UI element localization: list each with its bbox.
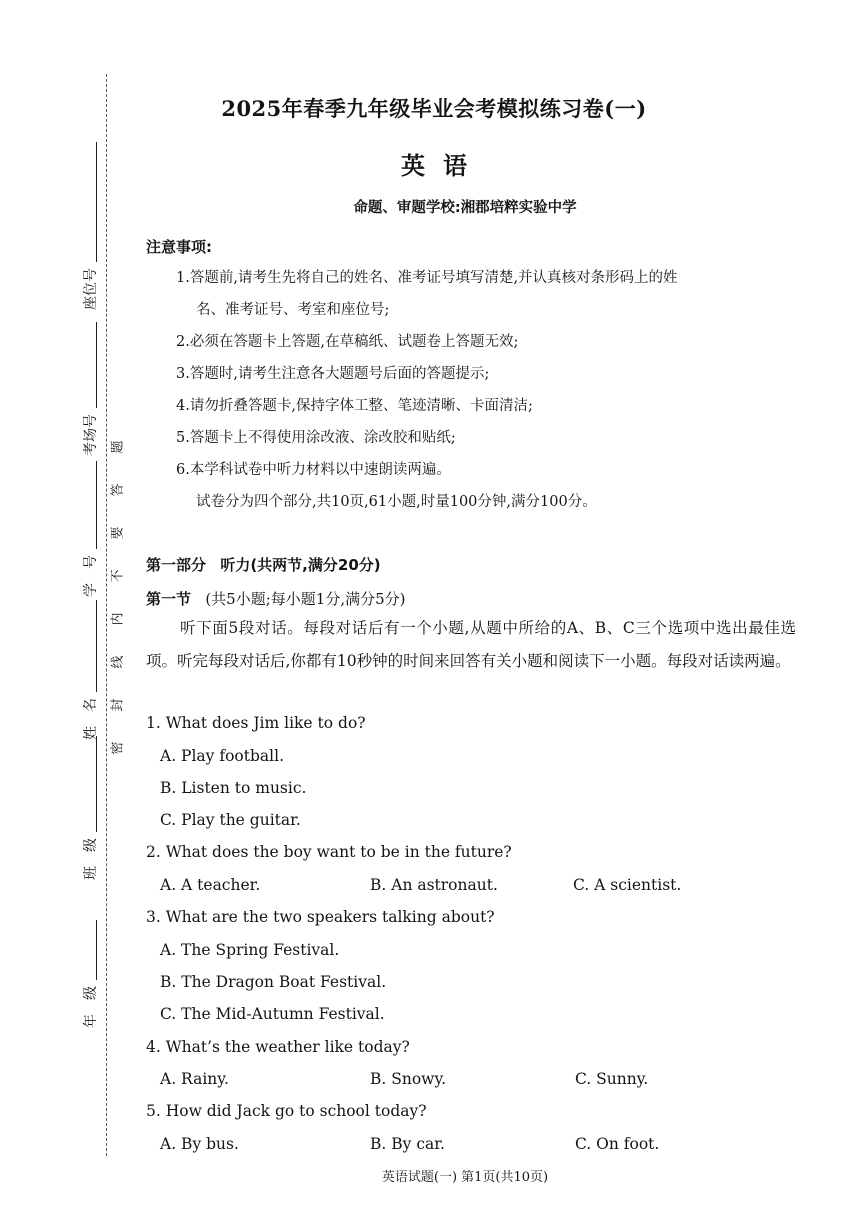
seat-number-label: 座位号 bbox=[83, 268, 99, 310]
answer-option[interactable]: B. Snowy. bbox=[370, 1070, 447, 1088]
answer-option[interactable]: B. The Dragon Boat Festival. bbox=[160, 973, 387, 991]
school-line: 命题、审题学校:湘郡培粹实验中学 bbox=[353, 200, 577, 216]
answer-option[interactable]: A. The Spring Festival. bbox=[160, 941, 340, 959]
cut-line-char: 要 bbox=[110, 526, 126, 540]
cut-line-char: 线 bbox=[110, 655, 126, 669]
answer-option[interactable]: A. Play football. bbox=[160, 747, 284, 765]
student-id-label: 学 号 bbox=[83, 555, 99, 597]
answer-option[interactable]: C. Sunny. bbox=[575, 1070, 649, 1088]
answer-option[interactable]: C. The Mid-Autumn Festival. bbox=[160, 1005, 385, 1023]
grade-field[interactable] bbox=[80, 920, 100, 1028]
name-label: 姓 名 bbox=[83, 698, 99, 740]
part-title: 听力(共两节,满分20分) bbox=[220, 556, 381, 574]
student-id-field[interactable] bbox=[80, 461, 100, 597]
answer-option[interactable]: C. Play the guitar. bbox=[160, 811, 301, 829]
answer-option[interactable]: A. Rainy. bbox=[160, 1070, 229, 1088]
notes-heading: 注意事项: bbox=[146, 238, 212, 256]
name-blank[interactable] bbox=[84, 600, 97, 692]
note-item: 1.答题前,请考生先将自己的姓名、准考证号填写清楚,并认真核对条形码上的姓 bbox=[176, 270, 678, 286]
exam-room-blank[interactable] bbox=[84, 322, 97, 408]
cut-line-char: 密 bbox=[110, 741, 126, 755]
answer-option[interactable]: B. An astronaut. bbox=[370, 876, 498, 894]
note-item: 3.答题时,请考生注意各大题题号后面的答题提示; bbox=[176, 366, 490, 382]
section-heading bbox=[146, 588, 406, 609]
exam-room-label: 考场号 bbox=[83, 414, 99, 456]
section-title: (共5小题;每小题1分,满分5分) bbox=[205, 590, 406, 608]
class-blank[interactable] bbox=[84, 736, 97, 832]
answer-option[interactable]: B. Listen to music. bbox=[160, 779, 307, 797]
name-field[interactable] bbox=[80, 600, 100, 740]
notes-summary: 试卷分为四个部分,共10页,61小题,时量100分钟,满分100分。 bbox=[196, 494, 597, 510]
note-item: 5.答题卡上不得使用涂改液、涂改胶和贴纸; bbox=[176, 430, 456, 446]
class-label: 班 级 bbox=[83, 838, 99, 880]
grade-blank[interactable] bbox=[84, 920, 97, 980]
cut-line-char: 题 bbox=[110, 440, 126, 454]
cut-line-char: 答 bbox=[110, 483, 126, 497]
answer-option[interactable]: C. A scientist. bbox=[573, 876, 682, 894]
note-item-continuation: 名、准考证号、考室和座位号; bbox=[196, 302, 390, 318]
section-instructions: 听下面5段对话。每段对话后有一个小题,从题中所给的A、B、C三个选项中选出最佳选项。听完每段对话后,你都有10秒钟的时间来回答有关小题和阅读下一小题。每段对话读两遍。 bbox=[146, 619, 796, 670]
class-field[interactable] bbox=[80, 736, 100, 880]
exam-title: 2025年春季九年级毕业会考模拟练习卷(一) bbox=[221, 96, 647, 121]
binding-cut-line bbox=[106, 74, 107, 1156]
grade-label: 年 级 bbox=[83, 986, 99, 1028]
answer-option[interactable]: A. By bus. bbox=[160, 1135, 239, 1153]
question-stem: 4. What’s the weather like today? bbox=[146, 1038, 410, 1056]
part-heading bbox=[146, 554, 381, 575]
answer-option[interactable]: A. A teacher. bbox=[160, 876, 261, 894]
part-label: 第一部分 bbox=[146, 556, 207, 574]
cut-line-char: 不 bbox=[110, 569, 126, 583]
note-item: 6.本学科试卷中听力材料以中速朗读两遍。 bbox=[176, 462, 451, 478]
cut-line-char: 封 bbox=[110, 698, 126, 712]
question-stem: 1. What does Jim like to do? bbox=[146, 714, 366, 732]
question-stem: 2. What does the boy want to be in the future? bbox=[146, 843, 512, 861]
question-stem: 5. How did Jack go to school today? bbox=[146, 1102, 427, 1120]
student-id-blank[interactable] bbox=[84, 461, 97, 549]
note-item: 4.请勿折叠答题卡,保持字体工整、笔迹清晰、卡面清洁; bbox=[176, 398, 533, 414]
question-stem: 3. What are the two speakers talking about? bbox=[146, 908, 495, 926]
note-item: 2.必须在答题卡上答题,在草稿纸、试题卷上答题无效; bbox=[176, 334, 519, 350]
section-label: 第一节 bbox=[146, 590, 192, 608]
exam-room-field[interactable] bbox=[80, 322, 100, 456]
answer-option[interactable]: B. By car. bbox=[370, 1135, 445, 1153]
page-footer: 英语试题(一) 第1页(共10页) bbox=[381, 1170, 549, 1185]
subject-title: 英语 bbox=[401, 151, 485, 180]
answer-option[interactable]: C. On foot. bbox=[575, 1135, 660, 1153]
cut-line-char: 内 bbox=[110, 612, 126, 626]
